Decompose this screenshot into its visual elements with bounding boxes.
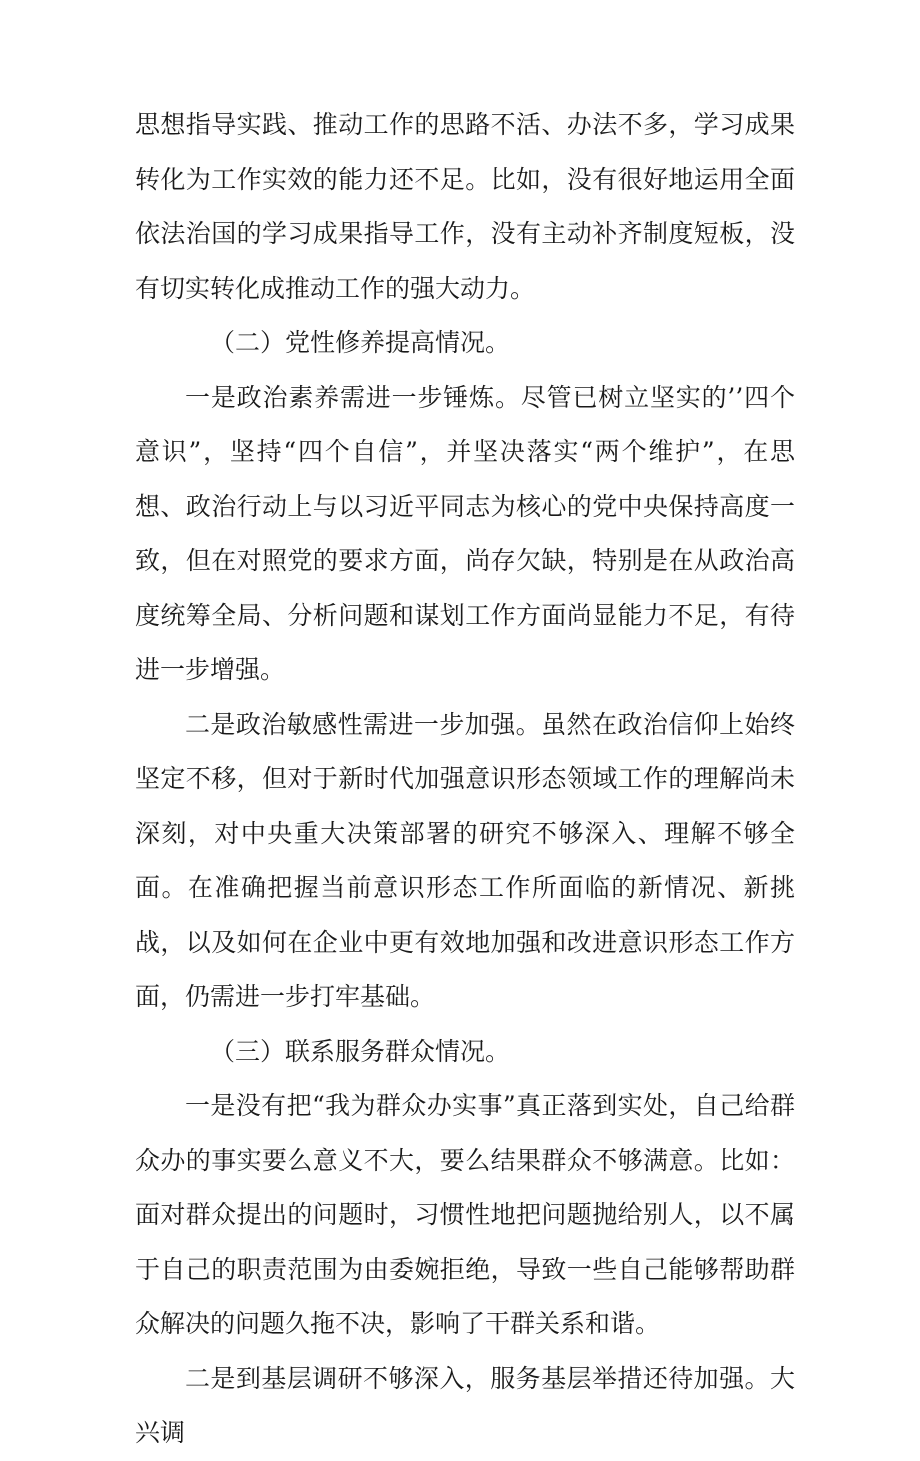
paragraph-practical-matters: 一是没有把“我为群众办实事”真正落到实处，自己给群众办的事实要么意义不大，要么结果群众不够满意。比如：面对群众提出的问题时，习惯性地把问题抛给别人，以不属于自己的职责范围为由委婉拒绝，导致一些自己能够帮助群众解决的问题久拖不决，影响了干群关系和谐。 <box>135 1091 795 1338</box>
document-body <box>135 98 795 1461</box>
section-heading-serving-masses: （三）联系服务群众情况。 <box>210 1036 511 1066</box>
paragraph-continuation: 思想指导实践、推动工作的思路不活、办法不多，学习成果转化为工作实效的能力还不足。比如，没有很好地运用全面依法治国的学习成果指导工作，没有主动补齐制度短板，没有切实转化成推动工作的强大动力。 <box>135 110 795 303</box>
paragraph-grassroots-research: 二是到基层调研不够深入，服务基层举措还待加强。大兴调 <box>135 1363 795 1447</box>
paragraph-political-sensitivity: 二是政治敏感性需进一步加强。虽然在政治信仰上始终坚定不移，但对于新时代加强意识形态领域工作的理解尚未深刻，对中央重大决策部署的研究不够深入、理解不够全面。在准确把握当前意识形态工作所面临的新情况、新挑战，以及如何在企业中更有效地加强和改进意识形态工作方面，仍需进一步打牢基础。 <box>135 709 795 1011</box>
section-heading-party-spirit: （二）党性修养提高情况。 <box>210 328 511 357</box>
paragraph-political-literacy: 一是政治素养需进一步锤炼。尽管已树立坚实的’’四个意识”，坚持“四个自信”，并坚决落实“两个维护”，在思想、政治行动上与以习近平同志为核心的党中央保持高度一致，但在对照党的要求方面，尚存欠缺，特别是在从政治高度统筹全局、分析问题和谋划工作方面尚显能力不足，有待进一步增强。 <box>135 382 795 684</box>
